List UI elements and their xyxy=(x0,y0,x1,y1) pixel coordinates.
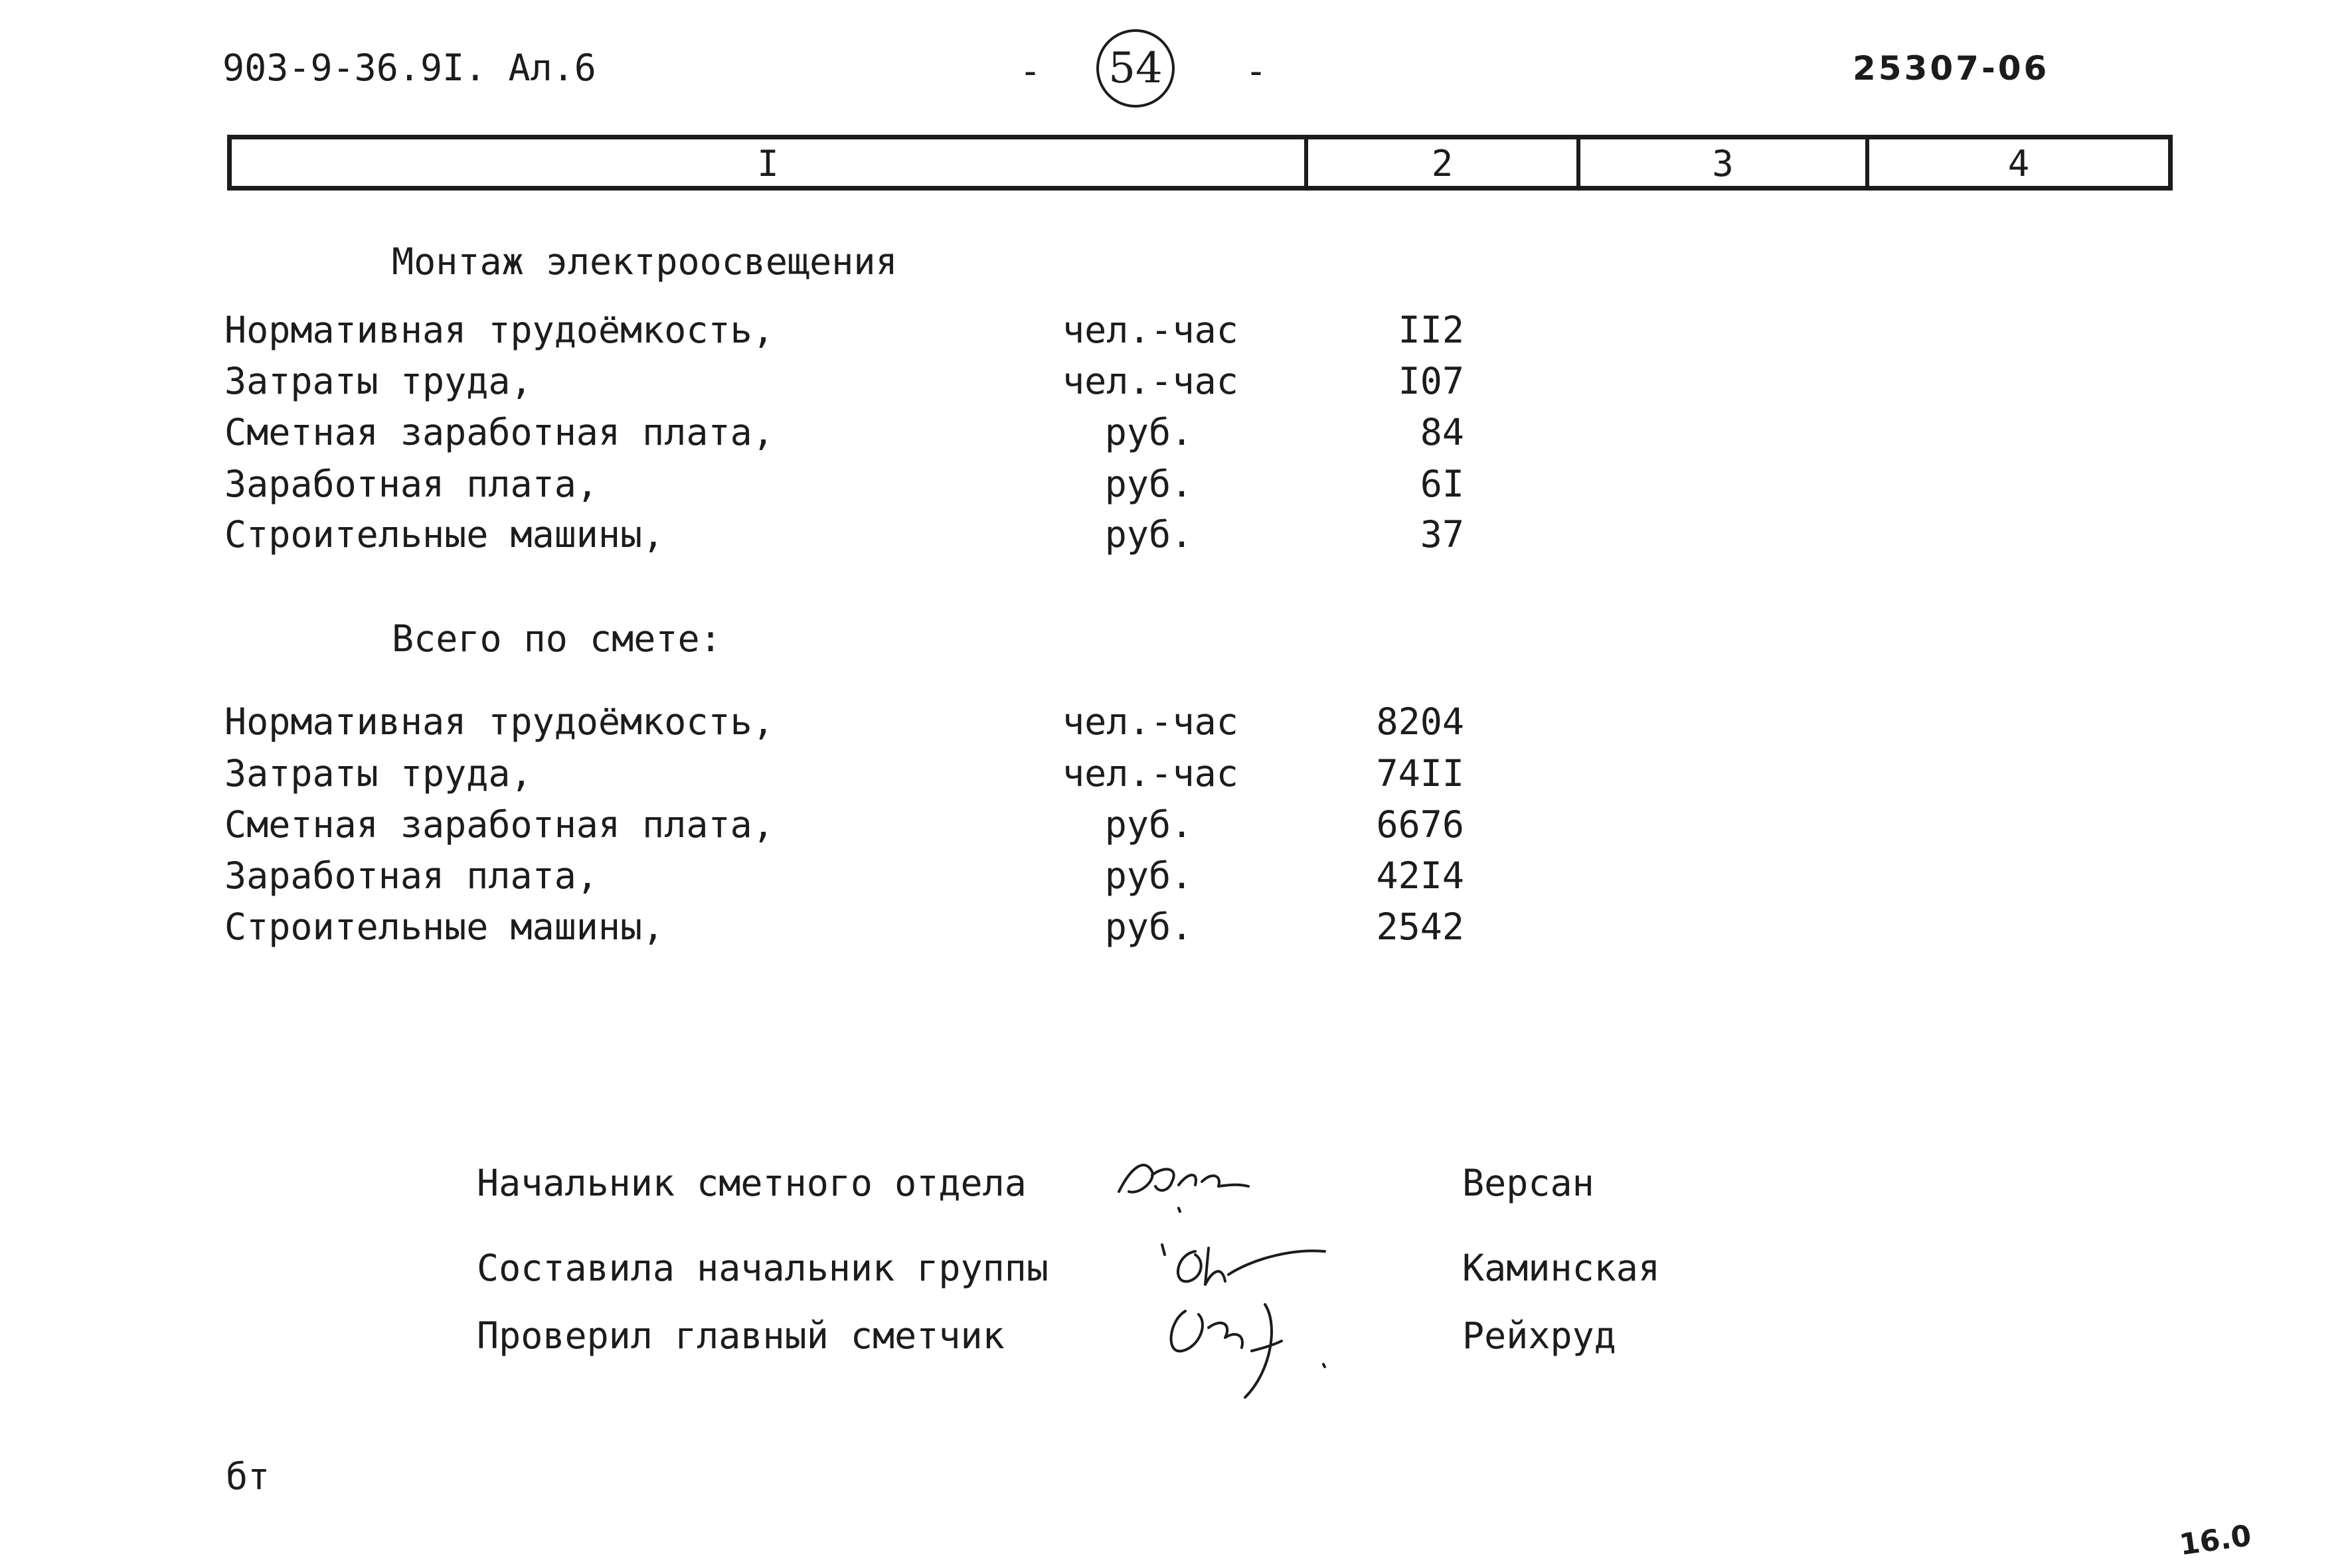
row-unit: чел.-час xyxy=(1062,309,1238,351)
signature-scribble-3 xyxy=(1159,1298,1345,1417)
row-value: II2 xyxy=(1398,309,1464,351)
row-label: Строительные машины, xyxy=(224,905,665,948)
row-label: Нормативная трудоёмкость, xyxy=(224,700,774,743)
row-label: Сметная заработная плата, xyxy=(224,803,774,846)
signature-scribble-1 xyxy=(1106,1145,1265,1218)
page-dash-left: - xyxy=(1019,50,1042,92)
column-number-1: I xyxy=(757,143,779,185)
page-number: 54 xyxy=(1096,29,1175,108)
row-unit: чел.-час xyxy=(1062,752,1238,795)
row-label: Заработная плата, xyxy=(224,463,598,505)
column-number-4: 4 xyxy=(1865,139,2168,186)
row-label: Строительные машины, xyxy=(224,513,665,556)
document-code: 903-9-36.9I. Ал.6 xyxy=(222,46,596,89)
row-value: 6I xyxy=(1420,463,1464,505)
row-value: 84 xyxy=(1420,411,1464,453)
row-unit: руб. xyxy=(1104,905,1193,948)
row-label: Заработная плата, xyxy=(224,854,598,897)
signature-scribble-2 xyxy=(1155,1235,1341,1308)
signature-name: Каминская xyxy=(1462,1247,1661,1289)
signature-role: Проверил главный сметчик xyxy=(477,1314,1005,1357)
row-unit: руб. xyxy=(1104,411,1193,453)
row-unit: чел.-час xyxy=(1062,360,1238,402)
row-value: 42I4 xyxy=(1376,854,1464,897)
row-label: Затраты труда, xyxy=(224,752,533,795)
row-unit: чел.-час xyxy=(1062,700,1238,743)
row-label: Сметная заработная плата, xyxy=(224,411,774,453)
row-value: I07 xyxy=(1398,360,1464,402)
row-label: Нормативная трудоёмкость, xyxy=(224,309,774,351)
page-dash-right: - xyxy=(1245,50,1268,92)
row-value: 8204 xyxy=(1376,700,1464,743)
row-value: 74II xyxy=(1376,752,1464,795)
corner-note: 16.0 xyxy=(2177,1518,2254,1563)
row-label: Затраты труда, xyxy=(224,360,533,402)
signature-role: Начальник сметного отдела xyxy=(477,1162,1027,1204)
row-unit: руб. xyxy=(1104,463,1193,505)
section-title-lighting: Монтаж электроосвещения xyxy=(392,240,898,283)
section-title-total: Всего по смете: xyxy=(392,617,722,660)
row-unit: руб. xyxy=(1104,854,1193,897)
row-value: 37 xyxy=(1420,513,1464,556)
footer-mark: бт xyxy=(226,1455,270,1498)
document-id: 25307-06 xyxy=(1853,49,2050,88)
signature-name: Версан xyxy=(1462,1162,1594,1204)
column-number-2: 2 xyxy=(1304,139,1576,186)
signature-role: Составила начальник группы xyxy=(477,1247,1049,1289)
row-unit: руб. xyxy=(1104,513,1193,556)
column-number-3: 3 xyxy=(1576,139,1865,186)
column-number-strip xyxy=(227,135,2173,191)
row-unit: руб. xyxy=(1104,803,1193,846)
row-value: 2542 xyxy=(1376,905,1464,948)
row-value: 6676 xyxy=(1376,803,1464,846)
signature-name: Рейхруд xyxy=(1462,1314,1616,1357)
